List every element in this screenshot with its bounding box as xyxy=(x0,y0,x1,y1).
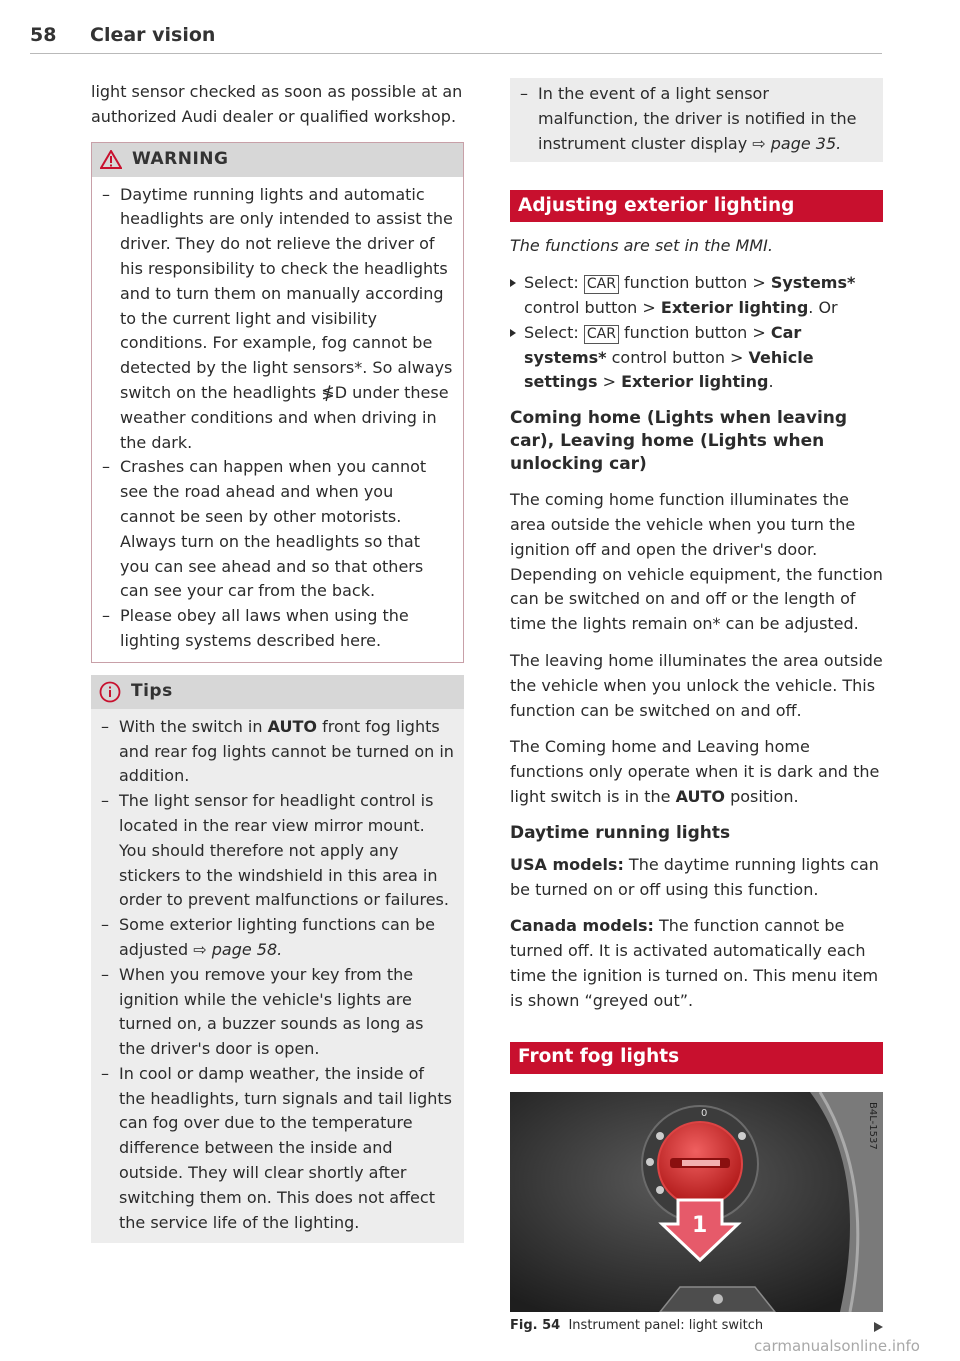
warning-item: – Crashes can happen when you cannot see the road ahead and when you cannot be seen by other motorists. Always turn on the headlights so that you can see ahead and so that others can see your car from the back. xyxy=(100,455,453,604)
operation-paragraph: The Coming home and Leaving home functions only operate when it is dark and the light switch is in the AUTO position. xyxy=(510,737,880,806)
step-arrow-icon xyxy=(510,279,516,287)
intro-paragraph: light sensor checked as soon as possible at an authorized Audi dealer or qualified workshop. xyxy=(91,82,463,126)
right-column xyxy=(510,78,883,1336)
front-fog-heading: Front fog lights xyxy=(510,1042,883,1074)
tips-box xyxy=(91,675,464,1244)
coming-home-heading: Coming home (Lights when leaving car), Leaving home (Lights when unlocking car) xyxy=(510,408,848,475)
tips-item: – The light sensor for headlight control is located in the rear view mirror mount. You should therefore not apply any stickers to the windshield in this area in order to prevent malfunctions or failures. xyxy=(99,789,454,913)
page-header xyxy=(30,24,882,54)
page-reference-link[interactable]: ⇨ page 35. xyxy=(752,133,842,153)
instruction-step: Select: CAR function button > Car systems* control button > Vehicle settings > Exterior lighting. xyxy=(510,321,883,395)
info-circle-icon xyxy=(99,681,121,703)
warning-item: – Daytime running lights and automatic headlights are only intended to assist the driver. They do not relieve the driver of his responsibility to check the headlights and to turn them on manually according to the current light and visibility conditions. For example, fog cannot be detected by the light sensors*. So always switch on the headlights ≸D under these weather conditions and when driving in the dark. xyxy=(100,183,453,456)
tips-item: – In cool or damp weather, the inside of the headlights, turn signals and tail lights can fog over due to the temperature difference between the inside and outside. They will clear shortly after switching them on. This does not affect the service life of the lighting. xyxy=(99,1062,454,1236)
figure-marker-label: 1 xyxy=(692,1212,708,1238)
canada-paragraph: Canada models: The function cannot be turned off. It is activated automatically each time the ignition is turned on. This menu item is shown “greyed out”. xyxy=(510,916,879,1010)
step-arrow-icon xyxy=(510,329,516,337)
warning-item: – Please obey all laws when using the lighting systems described here. xyxy=(100,604,453,654)
warning-title: WARNING xyxy=(132,149,229,170)
figure-caption: Fig. 54 Instrument panel: light switch xyxy=(510,1316,883,1336)
continue-arrow-icon xyxy=(874,1322,883,1332)
figure-code: B4L-1537 xyxy=(867,1101,878,1150)
malfunction-note: – In the event of a light sensor malfunction, the driver is notified in the instrument cluster display ⇨ page 35. xyxy=(510,78,883,162)
page-number: 58 xyxy=(30,24,57,46)
tips-title: Tips xyxy=(131,681,173,702)
dial-zero-label: 0 xyxy=(701,1107,708,1119)
adjusting-subtitle: The functions are set in the MMI. xyxy=(510,236,773,256)
car-key-label: CAR xyxy=(584,325,619,344)
coming-home-paragraph: The coming home function illuminates the area outside the vehicle when you turn the ignition off and open the driver's door. Depending on vehicle equipment, the function can be switched on and off or the length of time the lights remain on* can be adjusted. xyxy=(510,490,883,634)
instruction-step: Select: CAR function button > Systems* control button > Exterior lighting. Or xyxy=(510,271,883,321)
warning-box xyxy=(91,142,464,663)
left-column xyxy=(91,80,464,1243)
tips-item: – With the switch in AUTO front fog lights and rear fog lights cannot be turned on in addition. xyxy=(99,715,454,789)
warning-list xyxy=(100,183,453,654)
adjusting-lighting-heading: Adjusting exterior lighting xyxy=(510,190,883,222)
warning-triangle-icon xyxy=(100,150,122,169)
usa-paragraph: USA models: The daytime running lights can be turned on or off using this function. xyxy=(510,854,879,899)
leaving-home-paragraph: The leaving home illuminates the area outside the vehicle when you unlock the vehicle. This function can be switched on and off. xyxy=(510,650,883,720)
light-switch-figure xyxy=(510,1092,883,1312)
light-switch-illustration xyxy=(510,1092,883,1312)
page-reference-link[interactable]: ⇨ page 58. xyxy=(193,939,283,959)
tips-item: – When you remove your key from the ignition while the vehicle's lights are turned on, a buzzer sounds as long as the driver's door is open. xyxy=(99,963,454,1062)
tips-item: – Some exterior lighting functions can be adjusted ⇨ page 58. xyxy=(99,913,454,963)
tips-header xyxy=(91,675,464,709)
warning-header xyxy=(92,143,463,177)
section-title: Clear vision xyxy=(90,24,216,46)
watermark: carmanualsonline.info xyxy=(754,1337,920,1355)
car-key-label: CAR xyxy=(584,275,619,294)
daytime-heading: Daytime running lights xyxy=(510,822,731,843)
tips-list xyxy=(99,715,454,1236)
